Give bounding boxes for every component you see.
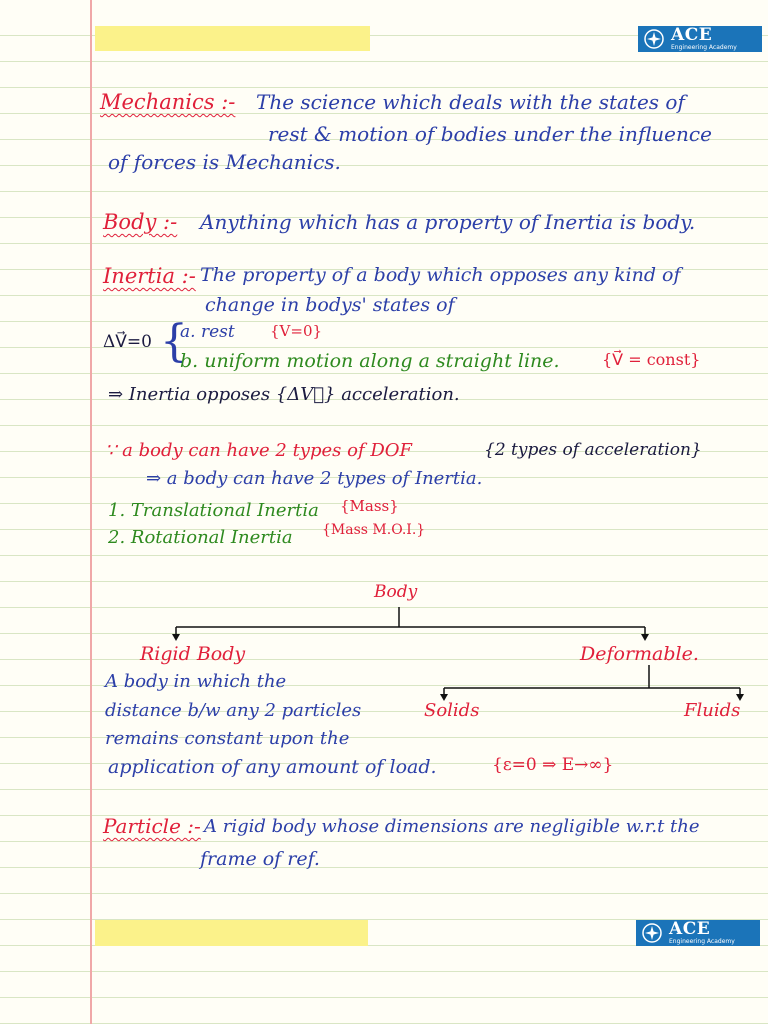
rigid-def-line2: distance b/w any 2 particles [105, 700, 362, 721]
state-rest-note: {V=0} [270, 322, 323, 340]
logo-subtitle: Engineering Academy [671, 44, 737, 51]
tree-root: Body [374, 582, 418, 602]
tree-rigid-body: Rigid Body [140, 643, 246, 665]
dof-item2: 2. Rotational Inertia [108, 527, 293, 548]
logo-text: ACE [671, 25, 713, 45]
inertia-condition: ΔV⃗=0 [103, 332, 152, 352]
mechanics-def-line2: rest & motion of bodies under the influence [268, 122, 712, 146]
particle-def-line1: A rigid body whose dimensions are negligible w.r.t the [204, 816, 700, 837]
mechanics-def-line3: of forces is Mechanics. [108, 150, 341, 174]
state-rest: a. rest [180, 322, 235, 342]
dof-item1: 1. Translational Inertia [108, 500, 319, 521]
logo-subtitle: Engineering Academy [669, 938, 735, 945]
rigid-def-line1: A body in which the [105, 671, 287, 692]
dof-item1-note: {Mass} [340, 497, 399, 515]
rigid-def-line3: remains constant upon the [105, 728, 350, 749]
state-uniform-note: {V⃗ = const} [602, 350, 701, 369]
tree-deformable: Deformable. [580, 643, 699, 665]
dof-line1: ∵ a body can have 2 types of DOF [105, 440, 413, 461]
particle-term: Particle :- [103, 814, 201, 838]
dof-item2-note: {Mass M.O.I.} [322, 522, 426, 538]
inertia-term: Inertia :- [103, 264, 196, 288]
logo-text: ACE [669, 919, 711, 939]
body-definition: Anything which has a property of Inertia is body. [200, 210, 696, 234]
tree-solids: Solids [424, 700, 480, 721]
dof-line2: ⇒ a body can have 2 types of Inertia. [146, 468, 483, 489]
body-term: Body :- [103, 210, 178, 234]
inertia-conclusion: ⇒ Inertia opposes {ΔV⃗} acceleration. [108, 384, 460, 405]
inertia-def-line1: The property of a body which opposes any kind of [200, 264, 681, 286]
rigid-def-line4: application of any amount of load. [108, 756, 437, 778]
particle-def-line2: frame of ref. [200, 848, 320, 870]
dof-line1-note: {2 types of acceleration} [484, 440, 702, 460]
brace-left: { [160, 316, 188, 367]
mechanics-term: Mechanics :- [100, 90, 236, 114]
rigid-def-note: {ε=0 ⇒ E→∞} [492, 755, 614, 775]
mechanics-def-line1: The science which deals with the states of [256, 90, 685, 114]
state-uniform-motion: b. uniform motion along a straight line. [180, 350, 560, 372]
inertia-def-line2: change in bodys' states of [205, 294, 455, 316]
tree-fluids: Fluids [684, 700, 741, 721]
